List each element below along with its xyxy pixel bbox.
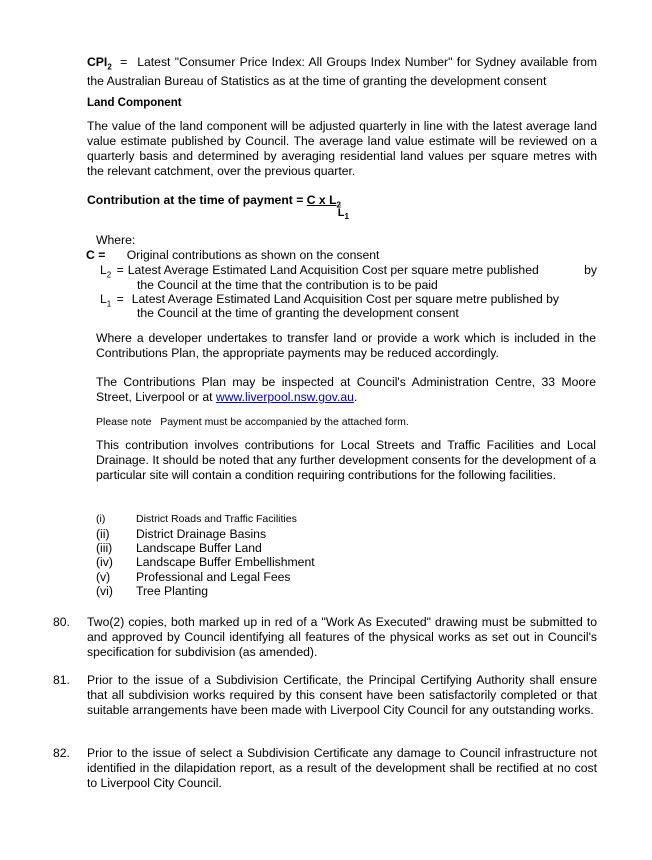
formula-fraction xyxy=(306,193,349,222)
condition-number: 80. xyxy=(53,615,70,629)
facility-item: (iii) Landscape Buffer Land xyxy=(96,541,262,555)
where-c-row: C = Original contributions as shown on the consent xyxy=(86,248,380,262)
condition-number: 82. xyxy=(53,746,70,760)
contribution-formula xyxy=(87,193,349,222)
council-website-link[interactable]: www.liverpool.nsw.gov.au xyxy=(215,390,354,404)
cpi-definition: $CPI_2$ = Latest "Consumer Price Index: All Groups Index Number" for Sydney available from the Australian Bureau of Statistics as at the time of granting the development consent xyxy=(87,55,597,89)
formula-denominator: $L_1$ xyxy=(337,207,349,222)
land-component-paragraph: The value of the land component will be adjusted quarterly in line with the latest average land value estimate published by Council. The average land value estimate will be reviewed on a quarterly basis and determined by averaging residential land values per square metres with the relevant catchment, over the previous quarter. xyxy=(87,119,597,178)
land-component-heading: Land Component xyxy=(87,97,182,109)
facility-item: (vi) Tree Planting xyxy=(96,584,209,598)
formula-lead: Contribution at the time of payment = xyxy=(87,193,304,207)
condition-text: Prior to the issue of select a Subdivision Certificate any damage to Council infrastructure not identified in the dilapidation report, as a result of the development shall be rectified at no cost to Liverpool City Council. xyxy=(87,746,597,790)
condition-text: Two(2) copies, both marked up in red of a "Work As Executed" drawing must be submitted to and approved by Council identifying all features of the physical works as set out in Council's specification for subdivision (as amended). xyxy=(87,615,597,659)
condition-number: 81. xyxy=(53,673,70,687)
condition-text: Prior to the issue of a Subdivision Certificate, the Principal Certifying Authority shall ensure that all subdivision works required by this consent have been satisfactorily completed or that suitable arrangements have been made with Liverpool City Council for any outstanding works. xyxy=(87,673,597,717)
where-l1-cont: the Council at the time of granting the development consent xyxy=(137,306,459,320)
payment-note: Please note Payment must be accompanied by the attached form. xyxy=(96,416,409,428)
inspect-paragraph: The Contributions Plan may be inspected at Council's Administration Centre, 33 Moore Street, Liverpool or at www.liverpool.nsw.gov.au. xyxy=(96,375,596,404)
facility-item: (i) District Roads and Traffic Facilities xyxy=(96,513,297,525)
cpi-text: Latest "Consumer Price Index: All Groups Index Number" for Sydney available from the Australian Bureau of Statistics as at the time of granting the development consent xyxy=(87,55,597,89)
involves-paragraph: This contribution involves contributions for Local Streets and Traffic Facilities and Local Drainage. It should be noted that any further development consents for the development of a particular site will contain a condition requiring contributions for the following facilities. xyxy=(96,438,596,482)
where-label: Where: xyxy=(96,233,136,247)
facility-item: (ii) District Drainage Basins xyxy=(96,527,267,541)
cpi-label: $CPI_2$ xyxy=(87,55,112,72)
formula-numerator: C x $L_2$ xyxy=(306,193,341,210)
facility-item: (iv) Landscape Buffer Embellishment xyxy=(96,555,315,569)
where-l2-cont: the Council at the time that the contribution is to be paid xyxy=(137,278,438,292)
developer-paragraph: Where a developer undertakes to transfer land or provide a work which is included in the Contributions Plan, the appropriate payments may be reduced accordingly. xyxy=(96,331,596,360)
where-l1-row: $L_1$ = Latest Average Estimated Land Acquisition Cost per square metre published by xyxy=(100,292,560,309)
facility-item: (v) Professional and Legal Fees xyxy=(96,570,291,584)
where-l2-row: $L_2$ = Latest Average Estimated Land Acquisition Cost per square metre published by xyxy=(100,263,597,280)
